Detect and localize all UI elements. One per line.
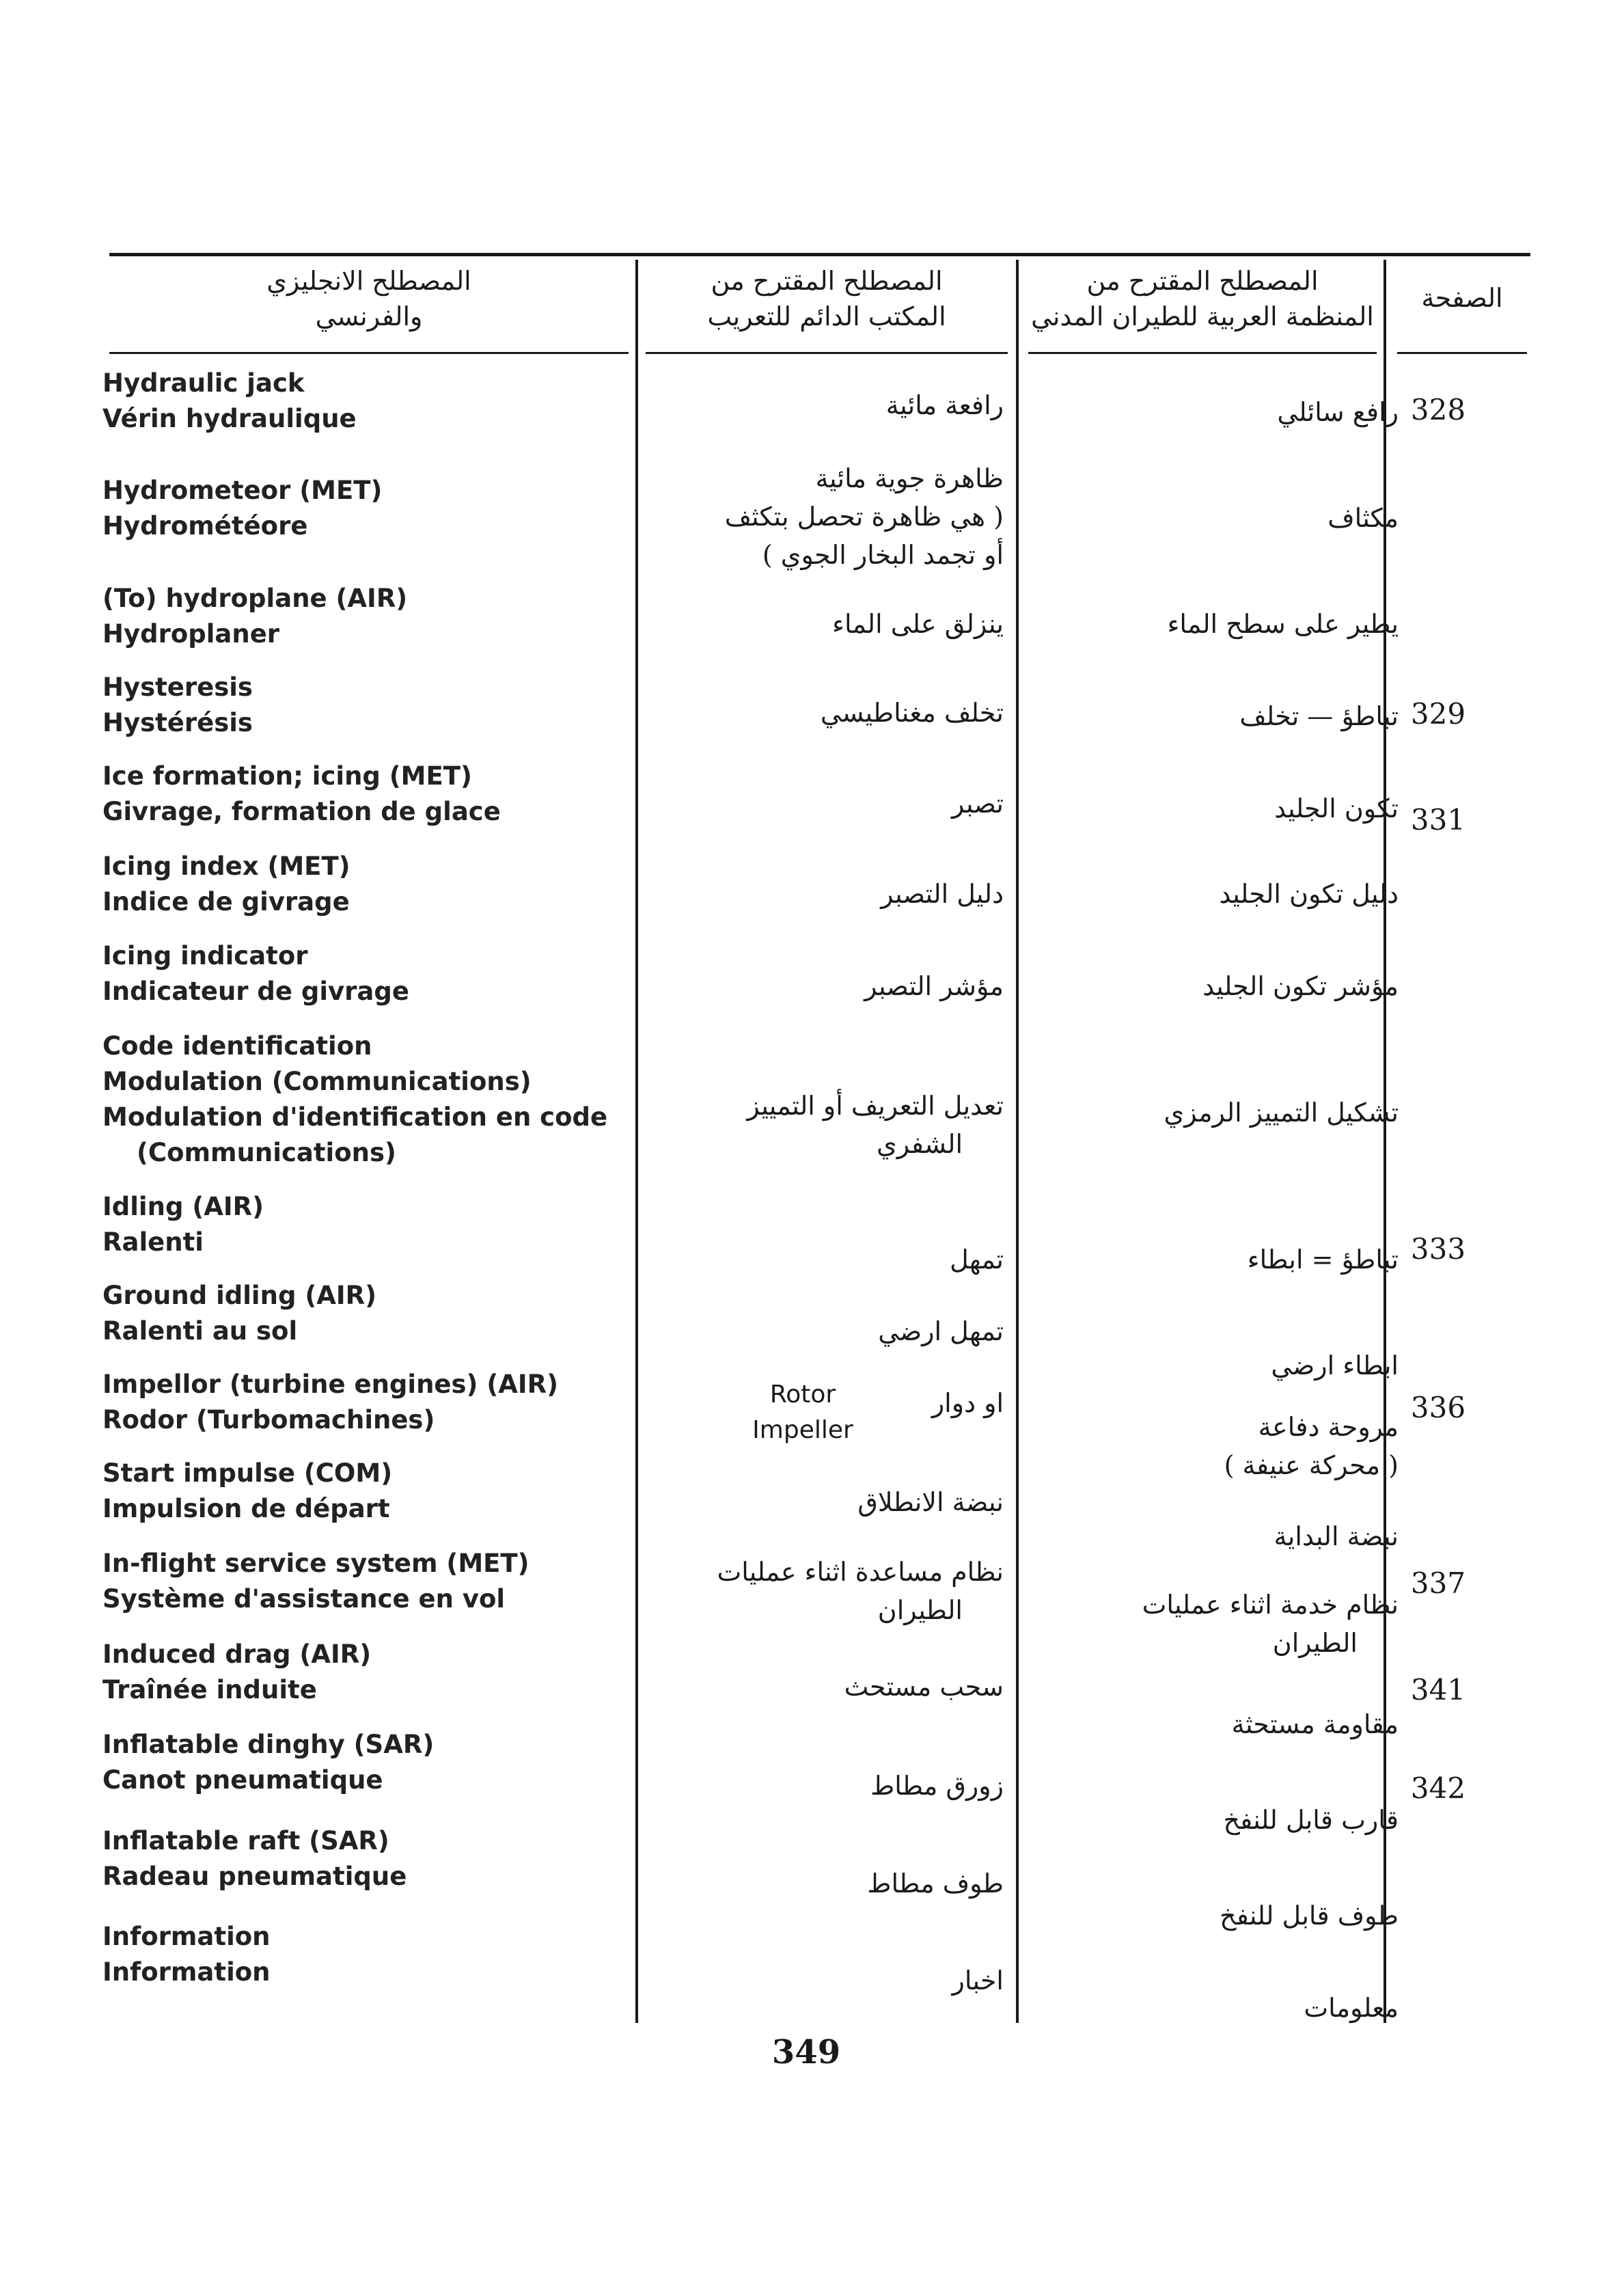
row-aco-hydroplane xyxy=(1030,605,1399,643)
row-aco-idling xyxy=(1030,1240,1399,1279)
office-term: تعديل التعريف أو التمييز xyxy=(747,1091,1004,1121)
aco-term: تباطؤ = ابطاء xyxy=(1247,1245,1399,1275)
office-term: دليل التصبر xyxy=(881,879,1004,909)
page-ref-331: 331 xyxy=(1410,803,1466,837)
row-aco-icing-index xyxy=(1030,875,1399,913)
row-office-icing-indicator xyxy=(607,967,1004,1005)
row-office-hydraulic-jack xyxy=(607,386,1004,424)
row-aco-inflatable-raft xyxy=(1030,1896,1399,1935)
en-term: Code identification xyxy=(102,1031,372,1061)
page-ref-329: 329 xyxy=(1410,697,1466,731)
row-en-hydroplane xyxy=(102,581,649,652)
header-aco-line-1: المصطلح المقترح من xyxy=(1086,266,1319,296)
row-aco-inflight-service xyxy=(1030,1586,1399,1662)
aco-term: تكون الجليد xyxy=(1274,793,1399,824)
fr-term: Hydrométéore xyxy=(102,511,308,541)
aco-term: يطير على سطح الماء xyxy=(1167,609,1399,639)
row-office-inflatable-dinghy xyxy=(607,1767,1004,1805)
aco-term: معلومات xyxy=(1304,1993,1399,2023)
en-term: Hysteresis xyxy=(102,672,253,702)
page-ref-342: 342 xyxy=(1410,1771,1466,1805)
fr-term: Traînée induite xyxy=(102,1675,317,1704)
en-term: Idling (AIR) xyxy=(102,1192,264,1221)
office-term: نظام مساعدة اثناء عمليات xyxy=(717,1557,1004,1587)
aco-term: مروحة دفاعة xyxy=(1258,1412,1399,1442)
row-en-inflatable-dinghy xyxy=(102,1727,649,1798)
fr-term: Indice de givrage xyxy=(102,887,350,916)
en-term: Icing indicator xyxy=(102,941,308,970)
row-aco-inflatable-dinghy xyxy=(1030,1801,1399,1839)
row-office-idling xyxy=(607,1240,1004,1279)
fr-term: Givrage, formation de glace xyxy=(102,797,501,826)
office-latin-term: Impeller xyxy=(752,1416,853,1444)
header-underline-office xyxy=(646,352,1008,354)
fr-term: Hystérésis xyxy=(102,708,253,737)
fr-term: (Communications) xyxy=(137,1138,396,1167)
office-term: اخبار xyxy=(952,1966,1004,1996)
en-term: Impellor (turbine engines) (AIR) xyxy=(102,1370,559,1399)
table-top-rule xyxy=(109,253,1530,256)
row-en-induced-drag xyxy=(102,1637,649,1708)
row-office-impellor xyxy=(867,1384,1004,1422)
office-term: تخلف مغناطيسي xyxy=(820,698,1004,728)
aco-term: رافع سائلي xyxy=(1277,397,1399,427)
row-office-code-identification xyxy=(607,1087,1004,1163)
fr-term: Hydroplaner xyxy=(102,619,280,649)
column-divider-2 xyxy=(1016,260,1019,2023)
row-en-icing-index xyxy=(102,849,649,920)
aco-term: تشكيل التمييز الرمزي xyxy=(1164,1098,1399,1128)
row-aco-induced-drag xyxy=(1030,1705,1399,1743)
row-en-inflight-service xyxy=(102,1546,649,1617)
header-underline-en xyxy=(109,352,629,354)
header-aco-term xyxy=(1025,263,1380,334)
aco-term: مكثاف xyxy=(1327,503,1399,533)
aco-term: الطيران xyxy=(1272,1628,1358,1658)
fr-term: Information xyxy=(102,1957,271,1987)
row-en-hysteresis xyxy=(102,670,649,741)
row-aco-hysteresis xyxy=(1030,697,1399,735)
office-term: سحب مستحث xyxy=(844,1672,1004,1702)
page-ref-336: 336 xyxy=(1410,1391,1466,1424)
header-office-term xyxy=(646,263,1008,334)
office-term: تصبر xyxy=(952,789,1004,819)
fr-term: Vérin hydraulique xyxy=(102,404,357,433)
aco-term: نبضة البداية xyxy=(1274,1521,1399,1551)
fr-term: Canot pneumatique xyxy=(102,1765,383,1795)
row-office-hydroplane xyxy=(607,605,1004,643)
header-aco-line-2: المنظمة العربية للطيران المدني xyxy=(1031,301,1374,331)
fr-term: Modulation d'identification en code xyxy=(102,1102,608,1132)
en-term: Information xyxy=(102,1922,271,1951)
row-aco-icing-indicator xyxy=(1030,967,1399,1005)
row-office-ice-formation xyxy=(607,785,1004,823)
aco-term: تباطؤ — تخلف xyxy=(1239,701,1399,731)
fr-term: Ralenti xyxy=(102,1227,204,1257)
row-aco-ice-formation xyxy=(1030,789,1399,828)
office-term: رافعة مائية xyxy=(885,390,1004,420)
row-aco-start-impulse xyxy=(1030,1517,1399,1555)
fr-term: Système d'assistance en vol xyxy=(102,1584,506,1614)
office-term: زورق مطاط xyxy=(870,1771,1004,1801)
row-en-code-identification xyxy=(102,1029,649,1171)
en-term: (To) hydroplane (AIR) xyxy=(102,584,408,613)
fr-term: Rodor (Turbomachines) xyxy=(102,1405,435,1435)
office-term: نبضة الانطلاق xyxy=(857,1487,1004,1517)
en-term: Ice formation; icing (MET) xyxy=(102,761,472,791)
aco-term: قارب قابل للنفخ xyxy=(1223,1805,1399,1835)
office-term: او دوار xyxy=(931,1388,1004,1418)
header-page-label: الصفحة xyxy=(1421,283,1503,313)
office-latin-term: Rotor xyxy=(769,1381,836,1409)
header-en-line-1: المصطلح الانجليزي xyxy=(266,266,471,296)
en-term: In-flight service system (MET) xyxy=(102,1549,529,1578)
en-term: Hydrometeor (MET) xyxy=(102,476,383,505)
row-office-ground-idling xyxy=(607,1312,1004,1350)
office-term-note: أو تجمد البخار الجوي ) xyxy=(762,540,1004,570)
aco-term: نظام خدمة اثناء عمليات xyxy=(1142,1590,1399,1620)
page-ref-337: 337 xyxy=(1410,1566,1466,1600)
office-term: ينزلق على الماء xyxy=(832,609,1004,639)
row-office-inflatable-raft xyxy=(607,1864,1004,1903)
office-term: مؤشر التصبر xyxy=(864,971,1004,1001)
row-aco-hydrometeor xyxy=(1030,499,1399,537)
en-term: Ground idling (AIR) xyxy=(102,1281,377,1310)
row-office-impellor-latin xyxy=(734,1377,871,1448)
row-aco-hydraulic-jack xyxy=(1030,393,1399,431)
page-ref-341: 341 xyxy=(1410,1673,1466,1707)
page-number: 349 xyxy=(771,2033,841,2071)
header-underline-aco xyxy=(1028,352,1377,354)
row-office-induced-drag xyxy=(607,1668,1004,1706)
office-term: ظاهرة جوية مائية xyxy=(815,463,1004,493)
row-office-start-impulse xyxy=(607,1483,1004,1521)
row-office-icing-index xyxy=(607,875,1004,913)
header-en-line-2: والفرنسي xyxy=(315,301,423,331)
row-en-icing-indicator xyxy=(102,938,649,1009)
office-term: الشفري xyxy=(877,1129,963,1159)
en-term: Hydraulic jack xyxy=(102,368,305,398)
row-en-ground-idling xyxy=(102,1278,649,1349)
en-term: Modulation (Communications) xyxy=(102,1067,532,1096)
aco-term: ابطاء ارضي xyxy=(1271,1350,1399,1381)
fr-term: Indicateur de givrage xyxy=(102,977,409,1006)
en-term: Start impulse (COM) xyxy=(102,1458,393,1488)
page-ref-328: 328 xyxy=(1410,393,1466,426)
aco-term: مقاومة مستحثة xyxy=(1231,1709,1399,1739)
row-office-information xyxy=(607,1961,1004,2000)
row-en-inflatable-raft xyxy=(102,1823,649,1894)
row-en-information xyxy=(102,1919,649,1990)
en-term: Induced drag (AIR) xyxy=(102,1640,372,1669)
en-term: Icing index (MET) xyxy=(102,852,350,881)
row-aco-impellor xyxy=(1030,1408,1399,1484)
row-en-ice-formation xyxy=(102,759,649,830)
row-aco-information xyxy=(1030,1989,1399,2027)
row-office-inflight-service xyxy=(607,1553,1004,1629)
header-office-line-1: المصطلح المقترح من xyxy=(711,266,943,296)
en-term: Inflatable raft (SAR) xyxy=(102,1826,389,1855)
office-term: تمهل xyxy=(950,1245,1004,1275)
office-term-note: ( هي ظاهرة تحصل بتكثف xyxy=(724,502,1004,532)
office-term: طوف مطاط xyxy=(867,1868,1004,1899)
aco-term: مؤشر تكون الجليد xyxy=(1202,971,1399,1001)
row-en-hydrometeor xyxy=(102,473,649,544)
row-en-hydraulic-jack xyxy=(102,366,649,437)
aco-term: دليل تكون الجليد xyxy=(1219,879,1399,909)
fr-term: Radeau pneumatique xyxy=(102,1862,407,1891)
en-term: Inflatable dinghy (SAR) xyxy=(102,1730,435,1759)
row-aco-code-identification xyxy=(1030,1093,1399,1132)
header-underline-page xyxy=(1397,352,1527,354)
header-office-line-2: المكتب الدائم للتعريب xyxy=(707,301,946,331)
header-english-french xyxy=(109,263,629,334)
fr-term: Impulsion de départ xyxy=(102,1494,390,1523)
row-en-impellor xyxy=(102,1367,649,1438)
fr-term: Ralenti au sol xyxy=(102,1316,298,1346)
header-page xyxy=(1394,280,1530,316)
aco-term: طوف قابل للنفخ xyxy=(1220,1901,1399,1931)
row-en-idling xyxy=(102,1189,649,1260)
row-office-hydrometeor xyxy=(607,459,1004,574)
row-office-hysteresis xyxy=(607,694,1004,732)
office-term: الطيران xyxy=(877,1595,963,1625)
row-en-start-impulse xyxy=(102,1456,649,1527)
page-ref-333: 333 xyxy=(1410,1232,1466,1266)
office-term: تمهل ارضي xyxy=(878,1316,1004,1346)
aco-term-note: ( محركة عنيفة ) xyxy=(1224,1450,1399,1480)
row-aco-ground-idling xyxy=(1030,1346,1399,1385)
